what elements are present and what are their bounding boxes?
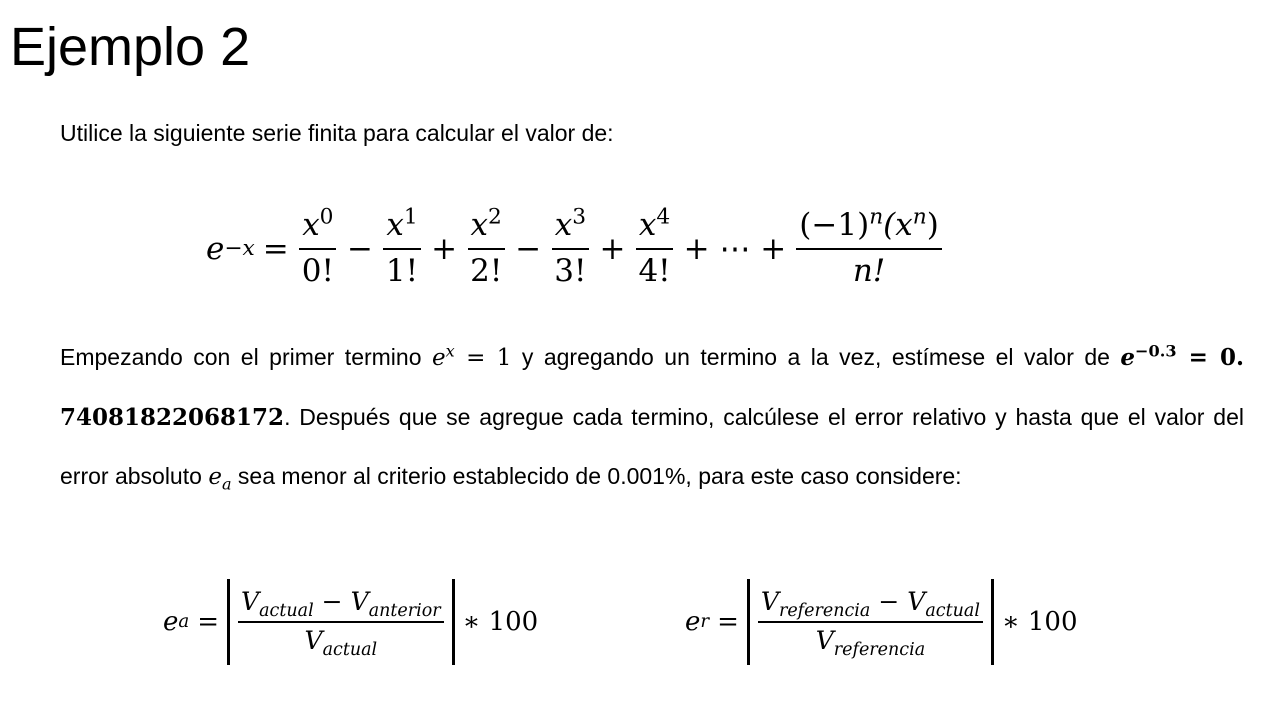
term-1-sign: − — [346, 231, 373, 267]
term-3-den: 3! — [554, 253, 587, 289]
term-4-exp: 4 — [656, 205, 671, 231]
er-num-v1: V — [760, 586, 779, 616]
para-math-2-base: e — [1120, 344, 1136, 371]
series-equation: e −x = $\frac{x^0}{0!}$ − $\frac{x^1}{1!}$ + $\frac{x^2}{2!}$ − $\frac{x^3}{3!}$ + $\frac{x^4}{4!}$ + ⋯ + $\frac{(-1)^n(x^n)}{n!}$ — [206, 194, 944, 304]
term-2-exp: 2 — [488, 205, 502, 231]
relative-error-formula: e r = $\frac{V_{referencia} - V_{actual}}{V_{referencia}}$ ∗ 100 — [685, 574, 1086, 669]
term-2-sign: + — [431, 231, 458, 267]
term-2 — [467, 205, 505, 289]
ea-num-v1: V — [241, 586, 260, 616]
ea-num-v2: V — [350, 586, 369, 616]
equals-sign: = — [262, 231, 289, 267]
term-3-sign: − — [515, 231, 542, 267]
term-4-sign: + — [599, 231, 626, 267]
er-den-v-sub: referencia — [833, 639, 926, 660]
term-n — [796, 205, 942, 289]
para-text-4: sea menor al criterio establecido de 0.001%, para este caso considere: — [231, 463, 962, 489]
term-3 — [551, 205, 589, 289]
term-4-base: x — [638, 207, 657, 244]
er-num-v2: V — [907, 586, 926, 616]
ea-lhs: e — [163, 606, 179, 637]
term-1-den: 1! — [385, 253, 419, 289]
para-math-3-sub: a — [221, 474, 232, 494]
ea-num-v2-sub: anterior — [368, 600, 441, 621]
para-math-3-base: e — [208, 464, 222, 490]
lhs-base: e — [206, 231, 225, 267]
intro-text: Utilice la siguiente serie finita para calcular el valor de: — [60, 120, 614, 146]
ea-num-v1-sub: actual — [259, 600, 314, 621]
er-absolute-value — [747, 579, 994, 665]
ea-minus: − — [321, 586, 343, 616]
term-4 — [635, 205, 673, 289]
para-text-1: Empezando con el primer termino — [60, 344, 432, 370]
absolute-error-formula: e a = $\frac{V_{actual} - V_{anterior}}{V_{actual}}$ ∗ 100 — [163, 574, 546, 669]
er-num-v2-sub: actual — [925, 600, 980, 621]
er-lhs: e — [685, 606, 701, 637]
para-math-2-exp: −0.3 — [1135, 341, 1177, 361]
term-1 — [383, 205, 421, 289]
term-n-close-paren: ) — [926, 207, 939, 244]
term-n-den: n! — [852, 253, 886, 289]
er-fraction — [758, 586, 983, 660]
term-3-exp: 3 — [572, 205, 586, 231]
para-text-3: . Después que se agregue cada termino, calcúlese el error relativo y hasta que el valor del error absoluto — [60, 404, 1244, 489]
er-den-v: V — [815, 625, 834, 655]
para-math-1-exp: x — [445, 341, 455, 361]
term-n-x: (x — [883, 207, 913, 244]
ellipsis: + ⋯ + — [683, 231, 787, 267]
er-num-v1-sub: referencia — [778, 600, 871, 621]
term-0 — [299, 205, 337, 289]
para-text-2: y agregando un termino a la vez, estímese el valor de — [511, 344, 1121, 370]
para-math-2-rest: = 0. 74081822068172 — [60, 344, 1244, 431]
term-0-den: 0! — [301, 253, 334, 289]
slide-title: Ejemplo 2 — [10, 17, 251, 77]
term-0-base: x — [302, 207, 320, 244]
instructions-paragraph — [60, 328, 1244, 507]
er-equals: = — [717, 606, 739, 637]
term-3-base: x — [554, 207, 573, 244]
ea-den-v: V — [304, 625, 323, 655]
er-times-100: ∗ 100 — [1001, 606, 1078, 637]
term-1-exp: 1 — [403, 205, 418, 231]
er-minus: − — [878, 586, 900, 616]
para-math-1-base: e — [431, 345, 446, 371]
term-2-den: 2! — [470, 253, 503, 289]
term-4-den: 4! — [638, 253, 671, 289]
term-0-exp: 0 — [319, 205, 334, 231]
term-n-exp-1: n — [869, 205, 884, 231]
ea-absolute-value — [227, 579, 455, 665]
term-1-base: x — [386, 207, 404, 244]
ea-times-100: ∗ 100 — [462, 606, 539, 637]
term-n-neg-one: (−1) — [799, 207, 870, 244]
para-math-1-rest: = 1 — [454, 345, 512, 371]
ea-den-v-sub: actual — [322, 639, 378, 660]
term-n-exp-2: n — [912, 205, 927, 231]
ea-equals: = — [197, 606, 220, 637]
term-2-base: x — [470, 207, 489, 244]
ea-fraction — [238, 586, 444, 660]
